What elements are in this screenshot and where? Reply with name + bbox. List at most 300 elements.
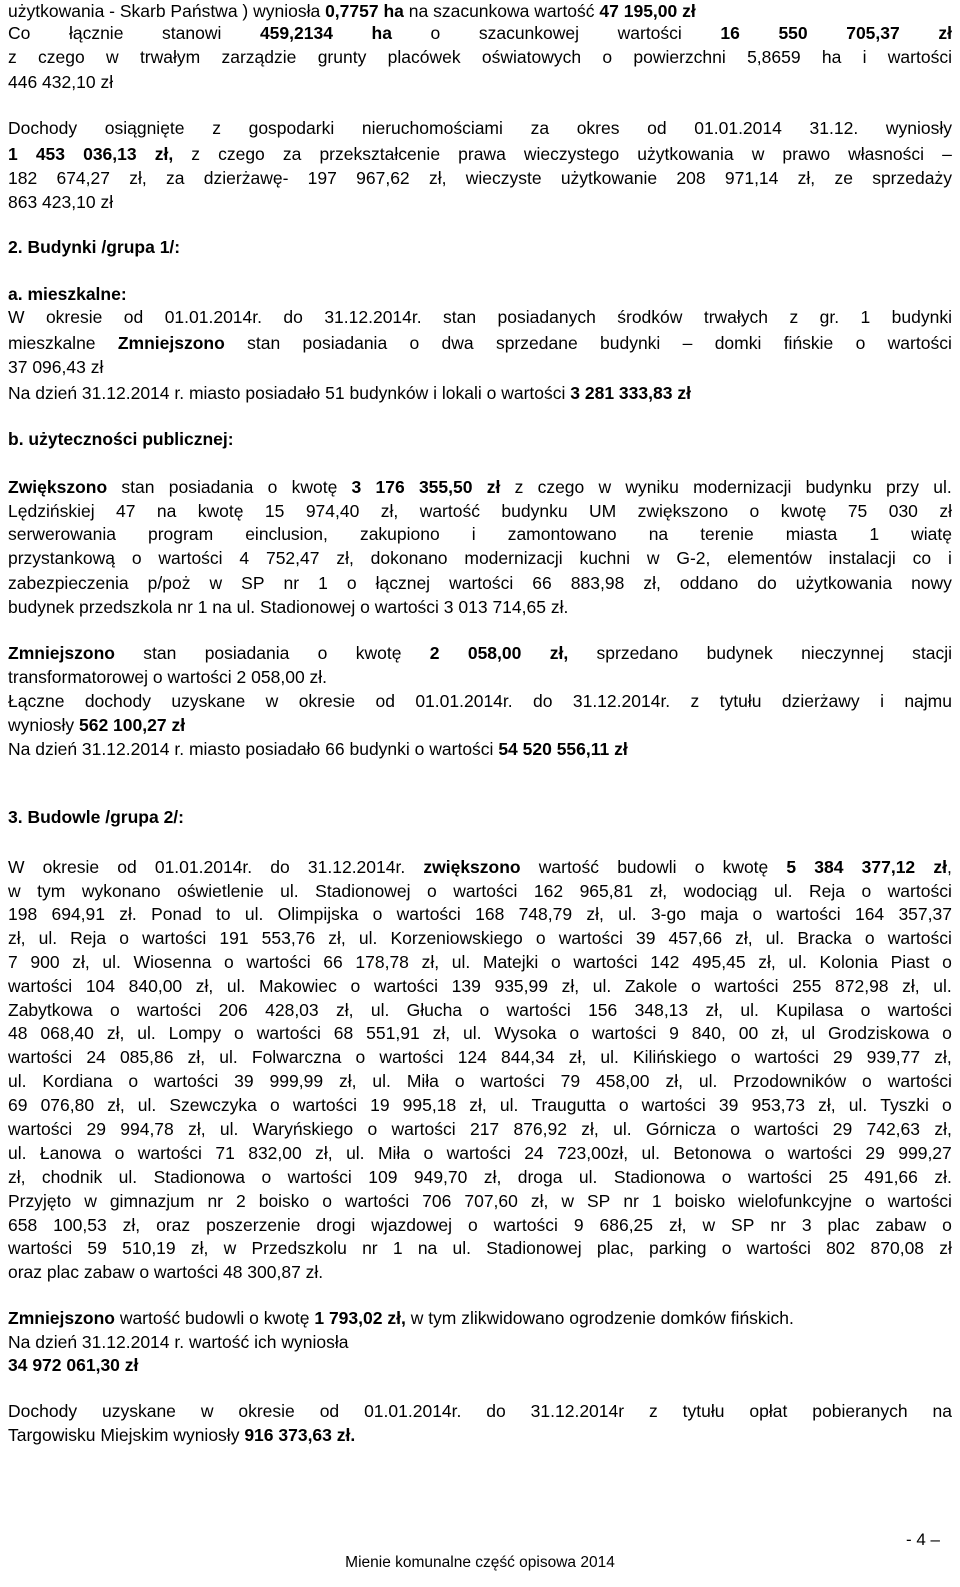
word	[419, 476, 473, 499]
text-run: 939,77	[866, 1047, 921, 1067]
word	[403, 1094, 457, 1117]
word	[171, 690, 245, 713]
text-run: modernizacji	[464, 548, 563, 568]
text-run: o	[322, 1191, 333, 1211]
word	[750, 500, 760, 523]
text-run: zł,	[188, 1119, 206, 1139]
text-run: użytkowania	[637, 144, 734, 164]
word	[625, 476, 679, 499]
word	[121, 476, 154, 499]
word	[318, 642, 328, 665]
text-run: zł,	[643, 573, 661, 593]
word	[219, 927, 248, 950]
text-run: wartości	[158, 548, 223, 568]
text-run: 707,60	[464, 1191, 518, 1211]
text-run: nieczynnej	[801, 643, 884, 663]
text-run: wartości	[887, 928, 952, 948]
word	[692, 951, 746, 974]
text-line	[8, 1118, 952, 1141]
word	[519, 903, 573, 926]
word	[587, 1190, 610, 1213]
text-run: 876,92	[513, 1119, 567, 1139]
text-run: ul.	[358, 928, 378, 948]
word	[531, 1190, 549, 1213]
word	[486, 1400, 505, 1423]
word	[731, 1046, 741, 1069]
text-line	[8, 572, 952, 595]
text-run: wartości	[8, 1119, 73, 1139]
word	[38, 46, 85, 69]
word	[602, 46, 612, 69]
word	[154, 1166, 245, 1189]
text-run: o	[861, 881, 872, 901]
word	[518, 1166, 563, 1189]
word	[500, 1094, 518, 1117]
text-run: zł,	[380, 501, 399, 521]
text-run: budynku	[805, 477, 872, 497]
text-run: 686,25	[599, 1215, 654, 1235]
text-run: Głucha	[406, 1000, 463, 1020]
word	[191, 143, 200, 166]
word	[129, 975, 183, 998]
text-run: terenie	[700, 524, 754, 544]
text-run: 191	[219, 928, 249, 948]
text-run: boisko	[258, 1191, 310, 1211]
bold-text: b. użyteczności publicznej:	[8, 429, 234, 449]
text-run: ul.	[592, 976, 612, 996]
text-run: 085,86	[119, 1047, 174, 1067]
text-run: zł,	[432, 1023, 451, 1043]
word	[362, 117, 503, 140]
text-line	[8, 22, 952, 45]
word	[372, 22, 392, 45]
bold-text: Zwiększono	[8, 477, 108, 497]
text-run: wartości	[714, 976, 779, 996]
text-run: ul.	[244, 904, 264, 924]
text-run: zł,	[586, 904, 604, 924]
bold-text: Zmniejszono	[8, 1308, 115, 1328]
word	[938, 22, 952, 45]
text-run: zł,	[339, 1071, 357, 1091]
word	[539, 856, 599, 879]
text-run: 1	[392, 1238, 403, 1258]
text-run: 01.01.2014r.	[164, 307, 262, 327]
text-run: wieczyste	[465, 168, 542, 188]
word	[191, 1237, 209, 1260]
text-run: zł,	[568, 1047, 587, 1067]
word	[198, 500, 244, 523]
word	[212, 117, 221, 140]
text-run: o	[409, 333, 420, 353]
text-run: użytkowania - Skarb Państwa ) wyniosła	[8, 1, 326, 21]
word	[370, 1094, 389, 1117]
word	[740, 999, 758, 1022]
word	[8, 572, 129, 595]
text-run: wartości	[887, 333, 952, 353]
text-run: tym	[37, 881, 66, 901]
text-line	[8, 500, 952, 523]
word	[481, 1070, 545, 1093]
word	[265, 500, 284, 523]
word	[239, 547, 249, 570]
text-run: zł,	[797, 168, 816, 188]
text-run: zł.	[934, 1167, 952, 1187]
text-run: Zabytkowa	[8, 1000, 93, 1020]
word	[407, 999, 462, 1022]
word	[188, 1046, 206, 1069]
word	[154, 1070, 218, 1093]
word	[209, 572, 222, 595]
bold-text: zł,	[549, 643, 569, 663]
word	[531, 117, 549, 140]
word	[303, 332, 388, 355]
word	[124, 306, 143, 329]
text-run: Stadionowa	[153, 1167, 246, 1187]
bold-text: 453	[35, 144, 66, 164]
text-run: wodociąg	[683, 881, 758, 901]
text-run: Korzeniowskiego	[390, 928, 523, 948]
word	[524, 143, 619, 166]
text-run: 31.12.2014r	[530, 1401, 625, 1421]
text-line	[8, 714, 952, 737]
word	[613, 1118, 631, 1141]
word	[739, 1022, 758, 1045]
text-run: 15	[264, 501, 285, 521]
text-run: wartości	[8, 1238, 73, 1258]
word	[846, 22, 900, 45]
text-run: zł,	[336, 1000, 354, 1020]
text-run: 832,00	[248, 1143, 302, 1163]
bold-text: zł	[938, 23, 952, 43]
word	[533, 690, 552, 713]
text-run: zabezpieczenia	[8, 573, 129, 593]
word	[647, 547, 660, 570]
bold-text: 916 373,63 zł.	[244, 1425, 356, 1445]
text-run: 491,66	[864, 1167, 918, 1187]
text-run: własności	[848, 144, 925, 164]
text-run: o	[346, 573, 357, 593]
word	[642, 1094, 706, 1117]
word	[356, 642, 402, 665]
word	[261, 1166, 271, 1189]
text-line	[8, 428, 952, 451]
word	[8, 22, 30, 45]
word	[766, 927, 784, 950]
word	[166, 167, 184, 190]
text-run: stan	[247, 333, 281, 353]
word	[646, 1118, 716, 1141]
word	[788, 1142, 852, 1165]
word	[201, 1400, 214, 1423]
word	[8, 117, 77, 140]
word	[776, 999, 843, 1022]
text-run: 999,27	[898, 1143, 952, 1163]
word	[706, 999, 724, 1022]
word	[359, 927, 377, 950]
word	[381, 500, 399, 523]
word	[128, 1070, 138, 1093]
bold-text: 377,12	[861, 857, 916, 877]
text-run: zł,	[934, 1119, 952, 1139]
text-run: wartości	[754, 1047, 819, 1067]
text-run: kwotę	[197, 501, 244, 521]
word	[806, 476, 872, 499]
text-run: 357,37	[898, 904, 952, 924]
word	[752, 143, 765, 166]
text-run: G-2,	[676, 548, 711, 568]
text-run: 48	[8, 1023, 28, 1043]
word	[216, 903, 231, 926]
word	[40, 1142, 101, 1165]
text-run: 01.01.2014r.	[364, 1401, 462, 1421]
text-run: Stadionowa	[613, 1167, 706, 1187]
text-run: o	[467, 1215, 478, 1235]
text-run: ul.	[933, 477, 952, 497]
text-run: zwiększono	[637, 501, 729, 521]
word	[452, 975, 481, 998]
word	[848, 500, 867, 523]
word	[472, 523, 476, 546]
text-run: 208	[676, 168, 706, 188]
text-run: wartości	[379, 1047, 444, 1067]
text-run: wiatę	[911, 524, 952, 544]
word	[207, 1190, 223, 1213]
word	[778, 22, 807, 45]
text-run: zł,	[561, 976, 580, 996]
text-line	[8, 1094, 952, 1117]
text-run: stanowi	[162, 23, 222, 43]
word	[265, 999, 319, 1022]
word	[323, 951, 342, 974]
text-run: 31.12.	[809, 118, 859, 138]
text-run: zł,	[668, 1215, 687, 1235]
text-run: zł,	[469, 1095, 487, 1115]
word	[820, 306, 839, 329]
word	[253, 1118, 354, 1141]
word	[336, 999, 354, 1022]
word	[53, 1214, 107, 1237]
word	[8, 1142, 26, 1165]
word	[574, 1214, 584, 1237]
word	[863, 46, 867, 69]
word	[252, 1237, 347, 1260]
text-line	[8, 999, 952, 1022]
text-run: ul.	[219, 1047, 238, 1067]
text-run: Folwarczna	[251, 1047, 342, 1067]
word	[643, 572, 661, 595]
text-run: SP	[241, 573, 265, 593]
text-run: 7	[8, 952, 18, 972]
word	[802, 1214, 812, 1237]
text-run: wartości	[137, 1000, 202, 1020]
text-run: w	[106, 47, 119, 67]
word	[188, 1118, 206, 1141]
word	[752, 903, 762, 926]
text-run: 178,78	[355, 952, 409, 972]
word	[345, 1190, 409, 1213]
bold-text: 47 195,00 zł	[599, 1, 696, 21]
text-run: 24	[86, 1047, 106, 1067]
word	[373, 903, 383, 926]
word	[418, 1237, 437, 1260]
text-run: o	[261, 1167, 272, 1187]
word	[550, 642, 568, 665]
text-run: ul.	[452, 1238, 472, 1258]
text-line	[8, 167, 952, 190]
word	[376, 476, 405, 499]
word	[913, 547, 931, 570]
word	[714, 975, 778, 998]
text-run: o	[764, 1143, 775, 1163]
text-run: 109	[368, 1167, 398, 1187]
bold-text: 54 520 556,11 zł	[498, 739, 628, 759]
text-run: 3-go	[650, 904, 686, 924]
word	[72, 951, 90, 974]
word	[676, 167, 705, 190]
bold-text: 34 972 061,30 zł	[8, 1355, 139, 1375]
word	[8, 975, 72, 998]
word	[888, 1070, 952, 1093]
bold-text: zwiększono	[423, 857, 521, 877]
word	[372, 1070, 390, 1093]
word	[110, 999, 120, 1022]
word	[536, 927, 546, 950]
text-run: zł,	[8, 928, 26, 948]
bold-text: Zmniejszono	[8, 643, 115, 663]
text-run: Kupilasa	[776, 1000, 844, 1020]
text-run: 104	[85, 976, 116, 996]
text-line	[8, 903, 952, 926]
word	[318, 572, 328, 595]
word	[236, 1190, 246, 1213]
word	[569, 1022, 579, 1045]
text-run: Co	[8, 23, 31, 43]
text-run: do	[270, 857, 290, 877]
text-run: 840,	[691, 1023, 726, 1043]
word	[83, 143, 137, 166]
word	[8, 1118, 72, 1141]
word	[597, 642, 679, 665]
text-run: ul.	[346, 1143, 365, 1163]
word	[723, 856, 769, 879]
text-run: zł,	[107, 1095, 125, 1115]
word	[218, 143, 265, 166]
text-run: łącznej	[375, 573, 431, 593]
text-run: Stadionowej	[486, 1238, 582, 1258]
text-run: 935,99	[494, 976, 548, 996]
text-run: Dochody	[8, 1401, 78, 1421]
word	[468, 1214, 478, 1237]
text-run: serwerowania	[8, 524, 116, 544]
text-run: z	[212, 118, 221, 138]
word	[238, 1400, 294, 1423]
word	[224, 951, 234, 974]
bold-text: 3 281 333,83 zł	[570, 383, 691, 403]
word	[501, 1046, 555, 1069]
text-run: Kilińskiego	[632, 1047, 717, 1067]
word	[120, 1118, 174, 1141]
word	[942, 1022, 952, 1045]
text-run: o	[426, 881, 437, 901]
text-run: 348,13	[634, 1000, 689, 1020]
word	[318, 46, 367, 69]
word	[458, 1046, 487, 1069]
word	[573, 690, 670, 713]
word	[107, 1094, 125, 1117]
bold-text: 1 793,02 zł,	[314, 1308, 406, 1328]
text-run: do	[757, 573, 777, 593]
text-run: sprzedaży	[872, 168, 952, 188]
text-run: 71	[215, 1143, 235, 1163]
word	[577, 117, 620, 140]
word	[680, 572, 738, 595]
text-run: z	[8, 47, 17, 67]
word	[319, 143, 440, 166]
text-run: o	[694, 857, 705, 877]
word	[8, 1166, 26, 1189]
word	[748, 1166, 812, 1189]
text-run: o	[454, 1071, 465, 1091]
word	[898, 1142, 952, 1165]
word	[415, 690, 512, 713]
text-run: od	[647, 118, 667, 138]
text-run: 510,19	[122, 1238, 176, 1258]
text-run: łącznie	[68, 23, 124, 43]
text-run: budynek	[706, 643, 773, 663]
word	[886, 117, 952, 140]
text-run: od	[117, 857, 137, 877]
word	[892, 306, 952, 329]
word	[749, 1400, 787, 1423]
text-run: o	[721, 1167, 732, 1187]
word	[551, 951, 561, 974]
bold-text: 355,50	[418, 477, 473, 497]
text-run: parking	[649, 1238, 707, 1258]
text-run: dzierżawy	[781, 691, 860, 711]
text-run: kwotę	[780, 501, 827, 521]
word	[466, 167, 542, 190]
word	[379, 1046, 443, 1069]
text-run: 971,14	[724, 168, 779, 188]
word	[747, 1237, 811, 1260]
text-run: o	[128, 1071, 139, 1091]
word	[102, 951, 120, 974]
word	[738, 1190, 852, 1213]
word	[676, 547, 710, 570]
text-run: i	[862, 47, 867, 67]
word	[196, 975, 214, 998]
word	[266, 547, 320, 570]
text-run: 694,91	[51, 904, 106, 924]
word	[433, 1022, 451, 1045]
text-run: 4	[239, 548, 250, 568]
word	[162, 22, 221, 45]
text-run: 953,73	[751, 1095, 806, 1115]
text-line	[8, 951, 952, 974]
text-line	[8, 666, 952, 689]
text-run: 999,99	[269, 1071, 324, 1091]
text-run: 674,27	[56, 168, 110, 188]
text-run: o	[109, 1000, 120, 1020]
word	[367, 1118, 377, 1141]
word	[802, 1022, 816, 1045]
text-run: 863 423,10 zł	[8, 192, 114, 212]
word	[169, 476, 254, 499]
word	[378, 1142, 410, 1165]
text-run: zł,	[530, 1191, 549, 1211]
text-run: wartości	[287, 1167, 352, 1187]
word	[284, 572, 300, 595]
